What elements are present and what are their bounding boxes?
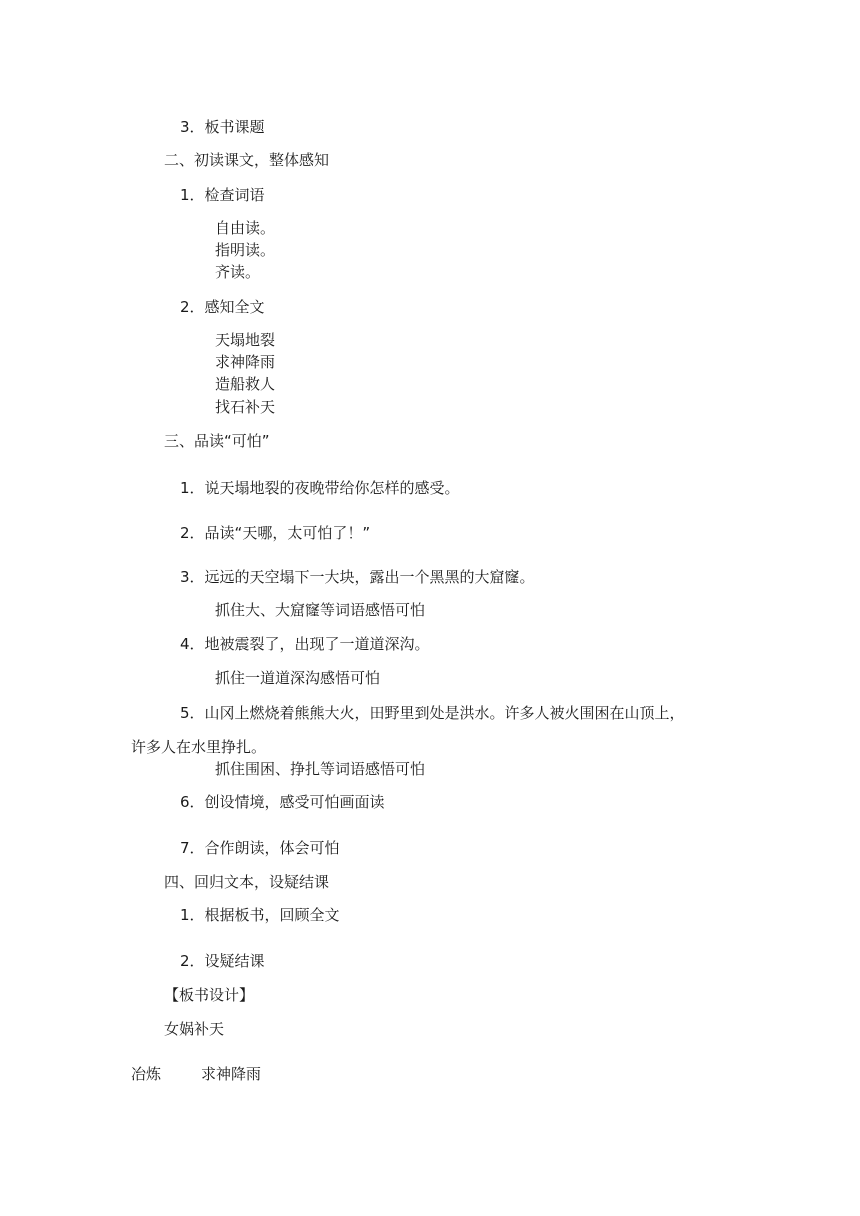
sub-group-read: 齐读。 bbox=[215, 263, 261, 281]
section-4-heading: 四、回归文本，设疑结课 bbox=[164, 873, 330, 891]
board-left-word: 冶炼 bbox=[131, 1065, 162, 1083]
item-2-perceive: 2．感知全文 bbox=[180, 298, 265, 316]
item-3-title: 3．板书课题 bbox=[180, 118, 265, 136]
sub-note-4: 抓住一道道深沟感悟可怕 bbox=[215, 669, 381, 687]
sub-phrase-2: 求神降雨 bbox=[215, 353, 276, 371]
sub-phrase-1: 天塌地裂 bbox=[215, 331, 276, 349]
item-4-2: 2．设疑结课 bbox=[180, 952, 265, 970]
sub-phrase-3: 造船救人 bbox=[215, 375, 276, 393]
board-right-word: 求神降雨 bbox=[201, 1065, 262, 1083]
section-2-heading: 二、初读课文，整体感知 bbox=[164, 151, 330, 169]
sub-phrase-4: 找石补天 bbox=[215, 398, 276, 416]
section-3-heading: 三、品读“可怕” bbox=[164, 432, 270, 450]
board-title: 女娲补天 bbox=[164, 1020, 225, 1038]
item-4-1: 1．根据板书，回顾全文 bbox=[180, 906, 340, 924]
sub-note-5: 抓住围困、挣扎等词语感悟可怕 bbox=[215, 760, 426, 778]
item-3-3: 3．远远的天空塌下一大块，露出一个黑黑的大窟窿。 bbox=[180, 568, 535, 586]
item-3-5: 5．山冈上燃烧着熊熊大火，田野里到处是洪水。许多人被火围困在山顶上， bbox=[180, 704, 685, 722]
sub-note-3: 抓住大、大窟窿等词语感悟可怕 bbox=[215, 601, 426, 619]
item-1-check-words: 1．检查词语 bbox=[180, 186, 265, 204]
item-3-5-continued: 许多人在水里挣扎。 bbox=[131, 738, 267, 756]
item-3-7: 7．合作朗读，体会可怕 bbox=[180, 839, 340, 857]
item-3-2: 2．品读“天哪，太可怕了！” bbox=[180, 524, 371, 542]
item-3-4: 4．地被震裂了，出现了一道道深沟。 bbox=[180, 635, 430, 653]
item-3-1: 1．说天塌地裂的夜晚带给你怎样的感受。 bbox=[180, 479, 460, 497]
sub-free-read: 自由读。 bbox=[215, 219, 276, 237]
item-3-6: 6．创设情境，感受可怕画面读 bbox=[180, 793, 385, 811]
sub-named-read: 指明读。 bbox=[215, 241, 276, 259]
board-design-heading: 【板书设计】 bbox=[164, 986, 255, 1004]
